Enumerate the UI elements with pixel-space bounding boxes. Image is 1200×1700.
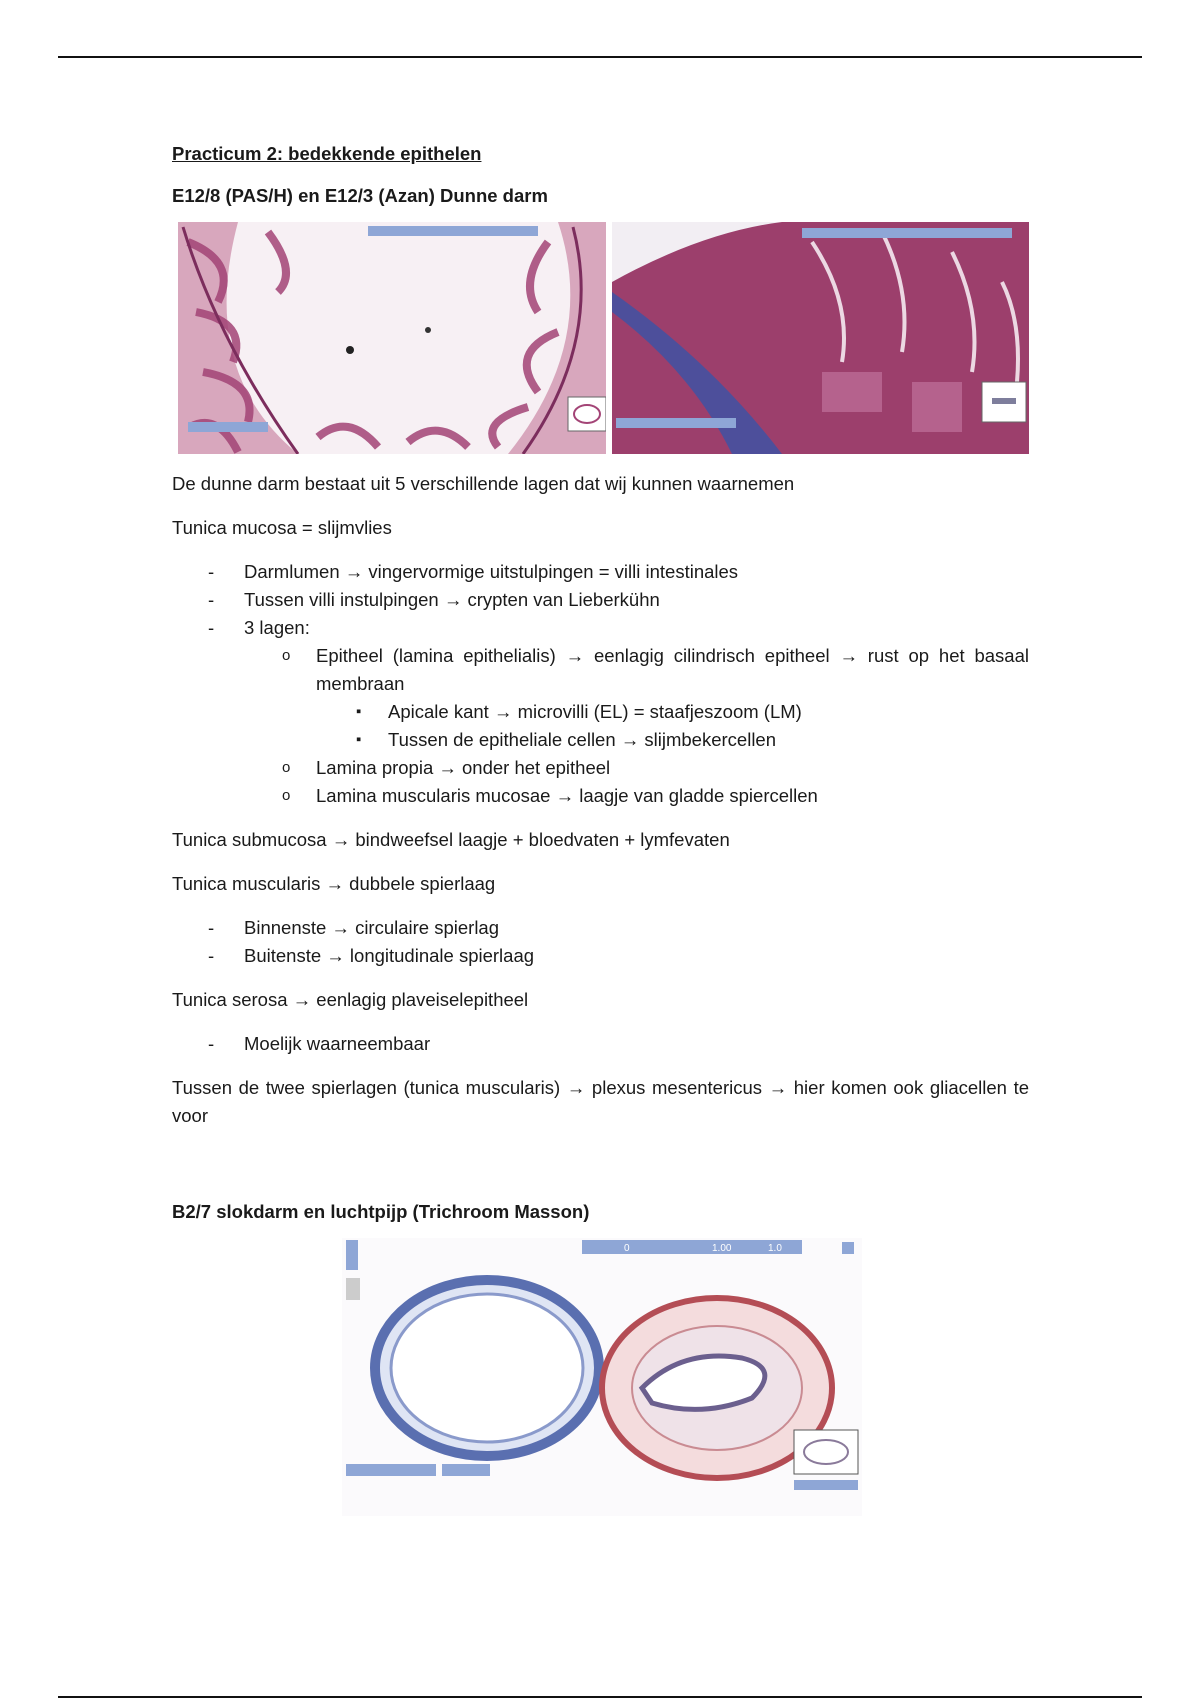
toolbar-value-1: 1.00 <box>712 1243 732 1254</box>
micrograph-trichroom-masson <box>342 1238 862 1516</box>
header-rule <box>58 56 1142 58</box>
list-item: - Tussen villi instulpingen → crypten van Lieberkühn <box>172 586 1029 614</box>
footer-rule <box>58 1696 1142 1698</box>
document-title: Practicum 2: bedekkende epithelen <box>172 143 482 164</box>
list-item: o Lamina muscularis mucosae → laagje van gladde spiercellen <box>244 782 1029 810</box>
list-item: o Lamina propia → onder het epitheel <box>244 754 1029 782</box>
submucosa-text: Tunica submucosa → bindweefsel laagje + bloedvaten + lymfevaten <box>172 829 730 850</box>
intro-text: De dunne darm bestaat uit 5 verschillende lagen dat wij kunnen waarnemen <box>172 473 795 494</box>
list-item: - Moelijk waarneembaar <box>172 1030 1029 1058</box>
page-content <box>172 140 1029 1516</box>
list-item: ▪ Apicale kant → microvilli (EL) = staafjeszoom (LM) <box>316 698 1029 726</box>
epithelium-details-list <box>316 698 1029 754</box>
list-item: - Binnenste → circulaire spierlag <box>172 914 1029 942</box>
toolbar-value-2: 1.0 <box>768 1243 782 1254</box>
micrograph-azan <box>612 222 1029 454</box>
section-heading-dunne-darm: E12/8 (PAS/H) en E12/3 (Azan) Dunne darm <box>172 185 548 206</box>
section-heading-slokdarm: B2/7 slokdarm en luchtpijp (Trichroom Masson) <box>172 1201 590 1222</box>
mucosa-list <box>172 558 1029 810</box>
muscularis-list <box>172 914 1029 970</box>
list-item: - Buitenste → longitudinale spierlaag <box>172 942 1029 970</box>
micrograph-pas-h <box>178 222 606 454</box>
list-item: ▪ Tussen de epitheliale cellen → slijmbekercellen <box>316 726 1029 754</box>
toolbar-value-0: 0 <box>624 1243 630 1254</box>
plexus-text: Tussen de twee spierlagen (tunica muscularis) → plexus mesentericus → hier komen ook gliacellen te voor <box>172 1077 1029 1126</box>
list-item: o Epitheel (lamina epithelialis) → eenlagig cilindrisch epitheel → rust op het basaal membraan ▪ Apicale kant → microvilli (EL) = staafjeszoom (LM) ▪ Tussen de epitheliale cellen → slijmbekercellen <box>244 642 1029 754</box>
mucosa-title: Tunica mucosa = slijmvlies <box>172 517 392 538</box>
muscularis-title: Tunica muscularis → dubbele spierlaag <box>172 873 496 894</box>
serosa-list <box>172 1030 1029 1058</box>
figure-row-dunne-darm <box>178 222 1029 454</box>
layers-list <box>244 642 1029 810</box>
serosa-title: Tunica serosa → eenlagig plaveiselepitheel <box>172 989 529 1010</box>
list-item: - Darmlumen → vingervormige uitstulpingen = villi intestinales <box>172 558 1029 586</box>
list-item: - 3 lagen: o Epitheel (lamina epithelialis) → eenlagig cilindrisch epitheel → rust op het basaal membraan ▪ Apicale kant → microvilli (EL) = staafjeszoom (LM) ▪ Tussen de epitheliale cellen → slijmbekercellen o Lamina propia → onder het epitheel o Lamina muscularis mucosae → laagje van gladde spiercellen <box>172 614 1029 810</box>
